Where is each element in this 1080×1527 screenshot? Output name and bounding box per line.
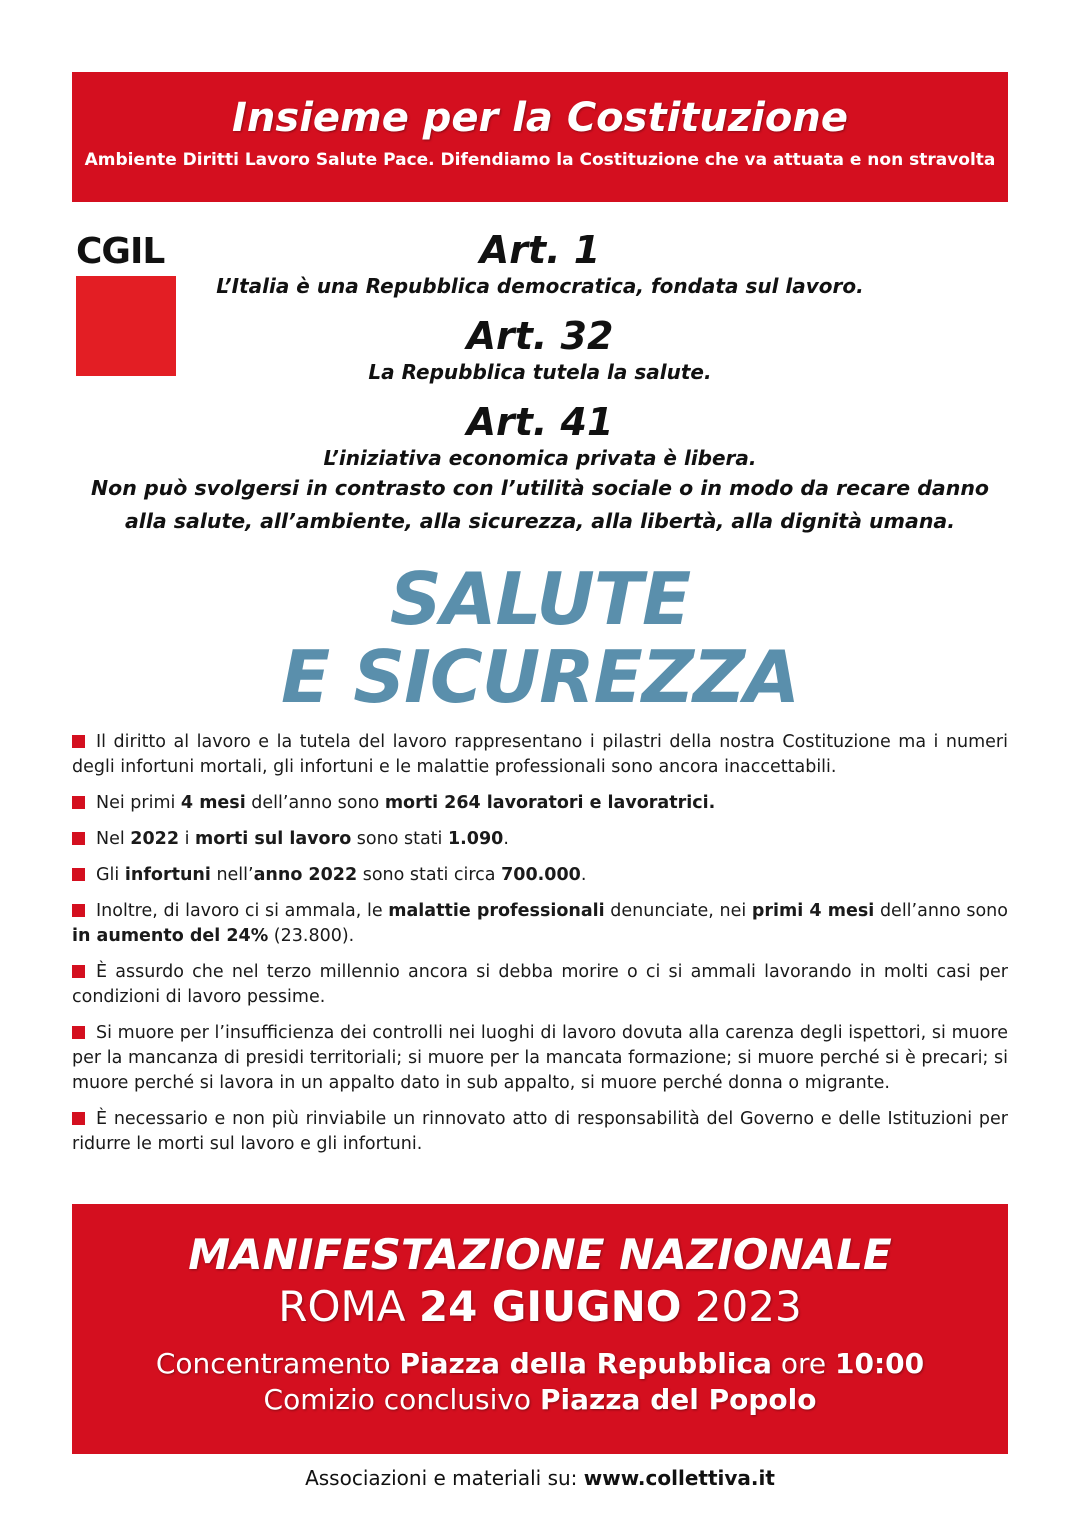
bullet-highlight: 700.000 [501,865,581,885]
bullet-text: Gli [96,865,125,885]
list-item [72,863,1008,888]
website-link[interactable]: www.collettiva.it [583,1466,775,1490]
article-32 [0,314,1080,386]
bullet-highlight: malattie professionali [388,901,605,921]
article-title: Art. 41 [466,400,614,444]
bullet-text: dell’anno sono [245,793,385,813]
rally-place: Piazza del Popolo [539,1383,817,1416]
bullet-text: i [179,829,196,849]
article-title: Art. 1 [479,228,601,272]
bullet-highlight: 4 mesi [180,793,246,813]
article-text: L’Italia è una Repubblica democratica, fondata sul lavoro. [216,274,864,298]
event-day: 24 GIUGNO [418,1282,682,1331]
logo-text: CGIL [76,231,165,272]
bullet-text: (23.800). [268,926,355,946]
rally-label: Comizio conclusivo [263,1383,540,1416]
facts-list [72,730,1008,1168]
list-item [72,899,1008,949]
bullet-text: . [580,865,587,885]
event-year: 2023 [681,1282,802,1331]
bullet-square-icon [72,796,85,809]
headline-line2: E SICUREZZA [281,635,799,719]
event-title: MANIFESTAZIONE NAZIONALE [188,1230,892,1279]
bullet-text: Nel [96,829,131,849]
event-date [72,1280,1008,1334]
bullet-text: nell’ [210,865,254,885]
event-banner [72,1204,1008,1454]
bullet-square-icon [72,832,85,845]
article-text: La Repubblica tutela la salute. [368,360,712,384]
bullet-square-icon [72,965,85,978]
bullet-text: . [503,829,509,849]
list-item [72,730,1008,780]
event-rally [72,1382,1008,1418]
time-label: ore [771,1347,836,1380]
list-item [72,791,1008,816]
bullet-text: sono stati [351,829,448,849]
article-title: Art. 32 [466,314,614,358]
gathering-label: Concentramento [155,1347,400,1380]
bullet-square-icon [72,1026,85,1039]
bullet-highlight: infortuni [124,865,211,885]
bullet-text: Si muore per l’insufficienza dei controlli nei luoghi di lavoro dovuta alla carenza degli ispettori, si muore per la mancanza di presidi territoriali; si muore per la mancata formazione; si muore perché si è precari; si muore perché si lavora in un appalto dato in sub appalto, si muore perché donna o migrante. [72,1023,1008,1093]
article-text-line3: alla salute, all’ambiente, alla sicurezza, alla libertà, alla dignità umana. [124,509,956,533]
bullet-square-icon [72,904,85,917]
header-title: Insieme per la Costituzione [232,95,848,141]
gathering-place: Piazza della Repubblica [399,1347,772,1380]
bullet-square-icon [72,1112,85,1125]
headline [0,557,1080,719]
bullet-text: Il diritto al lavoro e la tutela del lavoro rappresentano i pilastri della nostra Costituzione ma i numeri degli infortuni mortali, gli infortuni e le malattie professionali sono ancora inaccettabili. [72,732,1008,777]
list-item [72,827,1008,852]
bullet-square-icon [72,735,85,748]
headline-line1: SALUTE [389,557,691,641]
event-time: 10:00 [835,1347,925,1380]
list-item [72,1107,1008,1157]
header-subtitle: Ambiente Diritti Lavoro Salute Pace. Difendiamo la Costituzione che va attuata e non stravolta [84,150,996,170]
article-1 [0,228,1080,300]
bullet-highlight: in aumento del 24% [72,926,269,946]
article-text-line2: Non può svolgersi in contrasto con l’utilità sociale o in modo da recare danno [90,476,990,500]
footer-label: Associazioni e materiali su: [305,1466,584,1490]
bullet-highlight: anno 2022 [253,865,358,885]
bullet-text: dell’anno sono [874,901,1008,921]
article-41 [0,400,1080,538]
footer-note [0,1466,1080,1490]
bullet-highlight: 1.090 [447,829,504,849]
bullet-text: Nei primi [96,793,181,813]
bullet-highlight: morti 264 lavoratori e lavoratrici. [384,793,716,813]
bullet-square-icon [72,868,85,881]
bullet-text: È assurdo che nel terzo millennio ancora si debba morire o ci si ammali lavorando in molti casi per condizioni di lavoro pessime. [72,962,1008,1007]
article-text: L’iniziativa economica privata è libera. [323,446,757,470]
constitution-articles [0,228,1080,552]
event-city: ROMA [278,1282,419,1331]
bullet-text: sono stati circa [357,865,502,885]
list-item [72,1021,1008,1096]
bullet-text: denunciate, nei [604,901,752,921]
bullet-highlight: morti sul lavoro [195,829,352,849]
header-banner [72,72,1008,202]
bullet-highlight: primi 4 mesi [751,901,875,921]
bullet-highlight: 2022 [130,829,180,849]
bullet-text: Inoltre, di lavoro ci si ammala, le [96,901,389,921]
bullet-text: È necessario e non più rinviabile un rinnovato atto di responsabilità del Governo e delle Istituzioni per ridurre le morti sul lavoro e gli infortuni. [72,1109,1008,1154]
event-gathering [72,1346,1008,1382]
list-item [72,960,1008,1010]
